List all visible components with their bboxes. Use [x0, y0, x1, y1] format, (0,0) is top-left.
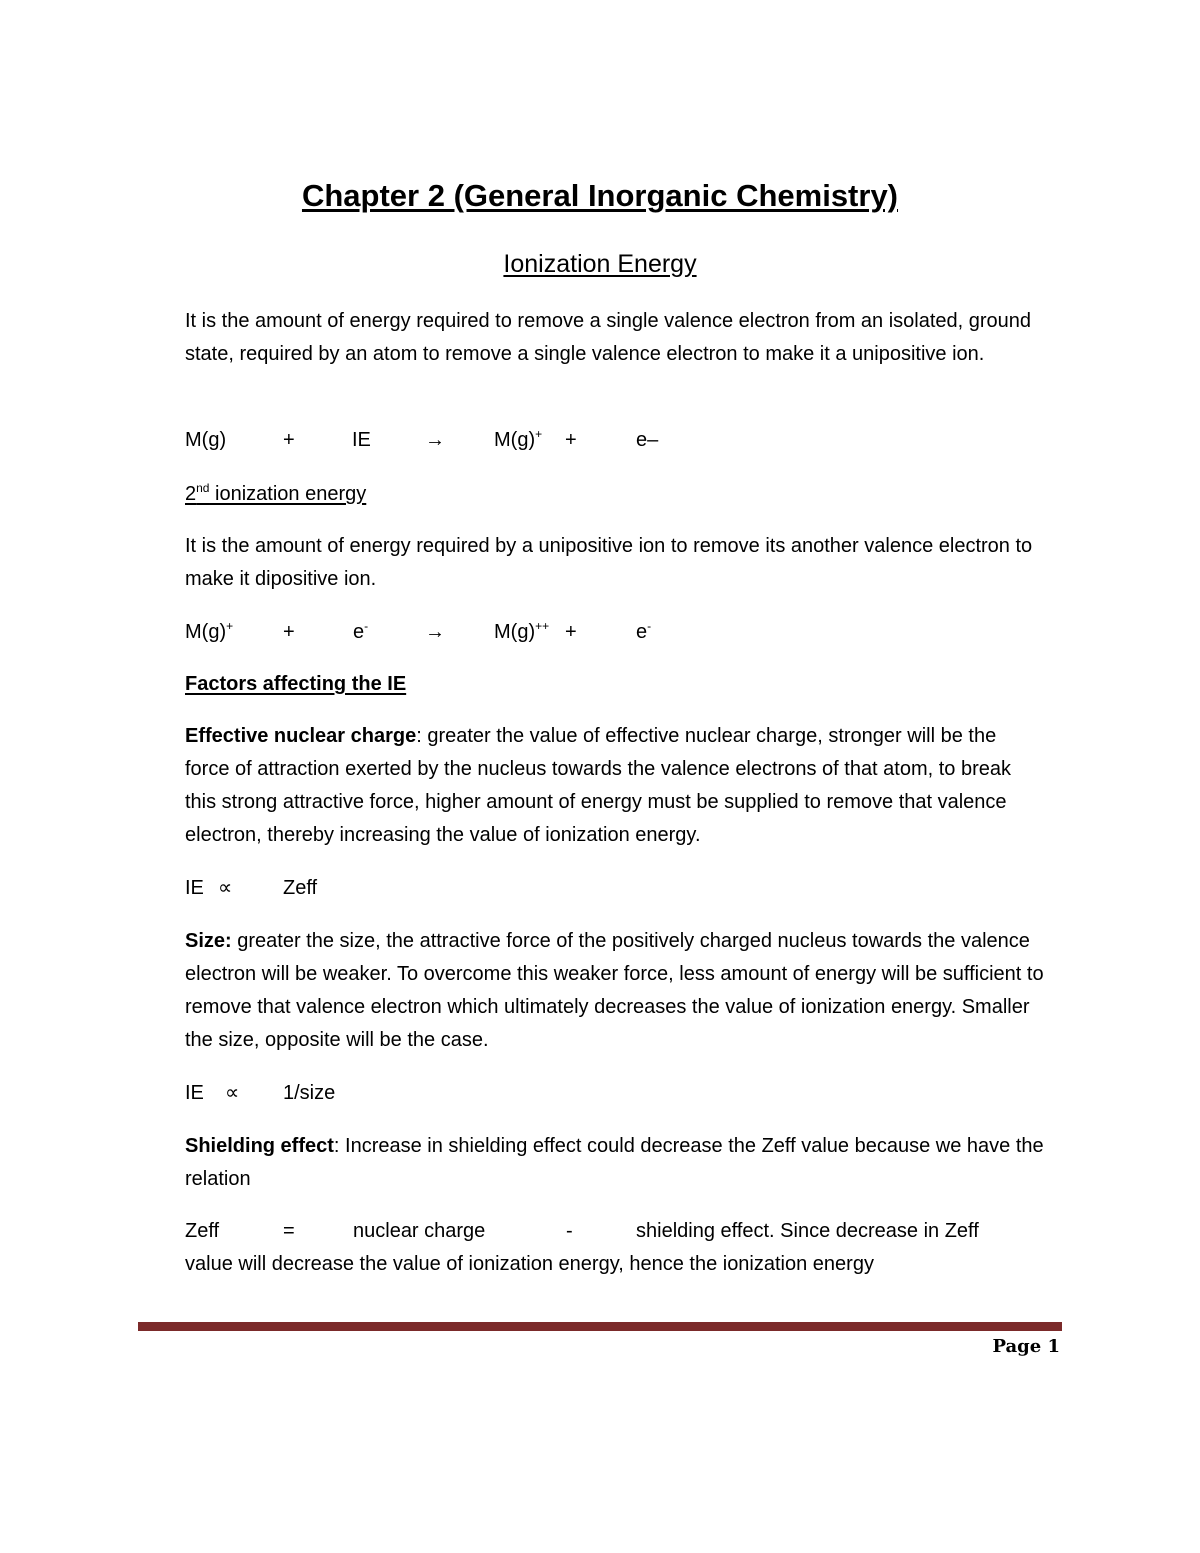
eq2-plus-2: + — [565, 621, 577, 643]
eq2-reactant: M(g)+ — [185, 619, 234, 643]
section-title: Ionization Energy — [503, 250, 697, 278]
arrow-icon: → — [425, 621, 445, 643]
relation1-left: IE — [185, 877, 204, 899]
footer-rule — [138, 1322, 1062, 1331]
page-number: Page 1 — [992, 1336, 1060, 1357]
second-ie-paragraph: It is the amount of energy required by a unipositive ion to remove its another valence electron to make it dipositive ion. — [185, 535, 1033, 590]
eq2-plus: + — [283, 621, 295, 643]
shielding-term: shielding effect. Since decrease in Zeff — [636, 1220, 979, 1242]
intro-paragraph: It is the amount of energy required to remove a single valence electron from an isolated, ground state, required by an atom to remove a single valence electron to make it a unipositive ion. — [185, 310, 1032, 365]
equals-sign: = — [283, 1220, 295, 1242]
size-label: Size: — [185, 930, 232, 952]
eq2-product: M(g)++ — [494, 619, 550, 643]
size-paragraph: Size: greater the size, the attractive force of the positively charged nucleus towards the valence electron will be weaker. To overcome this weaker force, less amount of energy will be sufficient to remove that valence electron which ultimately decreases the value of ionization energy. Smaller the size, opposite will be the case. — [185, 930, 1044, 1051]
eq1-plus-2: + — [565, 429, 577, 451]
factors-heading: Factors affecting the IE — [185, 673, 407, 695]
arrow-icon: → — [425, 429, 445, 451]
shielding-paragraph: Shielding effect: Increase in shielding effect could decrease the Zeff value because we have the relation — [185, 1135, 1044, 1190]
eq2-electron-2: e- — [636, 619, 652, 643]
relation2-left: IE — [185, 1082, 204, 1104]
eq1-reactant: M(g) — [185, 429, 227, 451]
nuclear-charge-term: nuclear charge — [353, 1220, 486, 1242]
minus-sign: - — [566, 1220, 573, 1242]
eq1-electron: e– — [636, 429, 659, 451]
effective-nuclear-charge-paragraph: Effective nuclear charge: greater the value of effective nuclear charge, stronger will be the force of attraction exerted by the nucleus towards the valence electrons of that atom, to break this strong attractive force, higher amount of energy must be supplied to remove that valence electron, thereby increasing the value of ionization energy. — [185, 725, 1012, 846]
proportional-icon: ∝ — [218, 877, 233, 899]
eq1-plus: + — [283, 429, 295, 451]
eq1-product: M(g)+ — [494, 427, 543, 451]
zeff-term: Zeff — [185, 1220, 220, 1242]
proportional-icon: ∝ — [225, 1082, 240, 1104]
effective-label: Effective nuclear charge — [185, 725, 417, 747]
page-title: Chapter 2 (General Inorganic Chemistry) — [301, 178, 899, 213]
zeff-continuation: value will decrease the value of ionization energy, hence the ionization energy — [185, 1253, 874, 1275]
second-ie-heading: 2nd ionization energy — [185, 481, 367, 505]
relation2-right: 1/size — [283, 1082, 336, 1104]
eq1-ie: IE — [352, 429, 371, 451]
eq2-electron: e- — [353, 619, 369, 643]
relation1-right: Zeff — [283, 877, 318, 899]
shielding-label: Shielding effect — [185, 1135, 334, 1157]
